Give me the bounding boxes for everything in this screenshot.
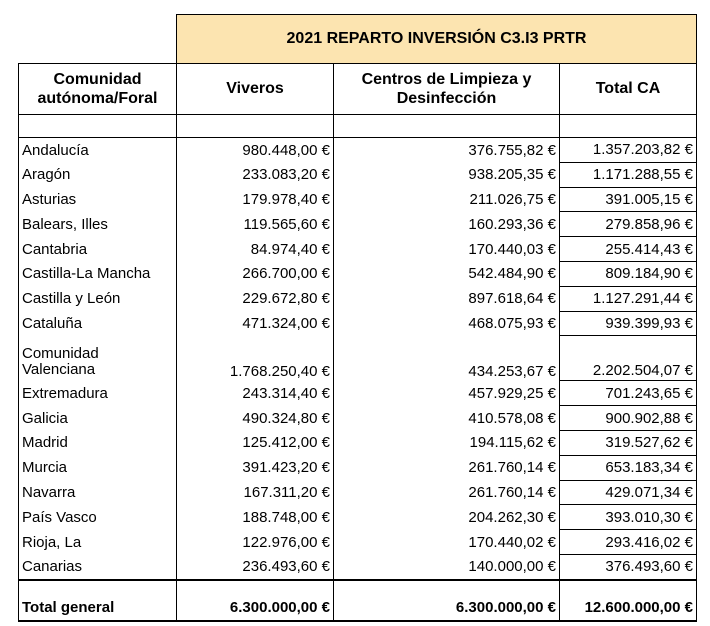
nurseries-amount-cell: 167.311,20 € <box>177 480 334 505</box>
community-name-cell: Castilla y León <box>19 286 177 311</box>
totals-label: Total general <box>19 595 177 621</box>
nurseries-amount-cell: 980.448,00 € <box>177 138 334 163</box>
cleaning-centers-amount-cell: 376.755,82 € <box>334 138 560 163</box>
cleaning-centers-amount-cell: 211.026,75 € <box>334 187 560 212</box>
nurseries-amount-cell: 266.700,00 € <box>177 261 334 286</box>
nurseries-amount-cell: 229.672,80 € <box>177 286 334 311</box>
header-community: Comunidad autónoma/Foral <box>19 64 177 115</box>
empty-cell <box>19 115 177 138</box>
table-row <box>19 430 697 455</box>
totals-gap-row <box>19 580 697 595</box>
header-nurseries: Viveros <box>177 64 334 115</box>
nurseries-amount-cell: 188.748,00 € <box>177 505 334 530</box>
total-amount-cell: 1.171.288,55 € <box>560 162 697 187</box>
cleaning-centers-amount-cell: 897.618,64 € <box>334 286 560 311</box>
totals-grand-total: 12.600.000,00 € <box>560 595 697 621</box>
community-name-cell: Aragón <box>19 162 177 187</box>
cleaning-centers-amount-cell: 457.929,25 € <box>334 381 560 406</box>
community-name-cell: Comunidad Valenciana <box>19 336 177 381</box>
total-amount-cell: 391.005,15 € <box>560 187 697 212</box>
community-name-cell: Andalucía <box>19 138 177 163</box>
community-name-cell: País Vasco <box>19 505 177 530</box>
empty-cell <box>177 580 334 595</box>
cleaning-centers-amount-cell: 170.440,03 € <box>334 237 560 262</box>
community-name-cell: Cantabria <box>19 237 177 262</box>
header-total: Total CA <box>560 64 697 115</box>
totals-cleaning-centers: 6.300.000,00 € <box>334 595 560 621</box>
community-name-cell: Extremadura <box>19 381 177 406</box>
cleaning-centers-amount-cell: 204.262,30 € <box>334 505 560 530</box>
table-row <box>19 336 697 381</box>
totals-row <box>19 595 697 621</box>
nurseries-amount-cell: 233.083,20 € <box>177 162 334 187</box>
cleaning-centers-amount-cell: 170.440,02 € <box>334 530 560 555</box>
nurseries-amount-cell: 1.768.250,40 € <box>177 336 334 381</box>
table-row <box>19 406 697 431</box>
table-row <box>19 261 697 286</box>
table-title: 2021 REPARTO INVERSIÓN C3.I3 PRTR <box>177 15 697 64</box>
community-name-cell: Asturias <box>19 187 177 212</box>
cleaning-centers-amount-cell: 542.484,90 € <box>334 261 560 286</box>
table-row <box>19 138 697 163</box>
totals-nurseries: 6.300.000,00 € <box>177 595 334 621</box>
table-row <box>19 381 697 406</box>
table-row <box>19 311 697 336</box>
community-name-cell: Canarias <box>19 554 177 579</box>
total-amount-cell: 900.902,88 € <box>560 406 697 431</box>
total-amount-cell: 393.010,30 € <box>560 505 697 530</box>
nurseries-amount-cell: 119.565,60 € <box>177 212 334 237</box>
empty-cell <box>560 580 697 595</box>
cleaning-centers-amount-cell: 468.075,93 € <box>334 311 560 336</box>
empty-cell <box>177 115 334 138</box>
community-name-cell: Galicia <box>19 406 177 431</box>
cleaning-centers-amount-cell: 140.000,00 € <box>334 554 560 579</box>
community-name-cell: Madrid <box>19 430 177 455</box>
total-amount-cell: 376.493,60 € <box>560 554 697 579</box>
total-amount-cell: 939.399,93 € <box>560 311 697 336</box>
cleaning-centers-amount-cell: 194.115,62 € <box>334 430 560 455</box>
total-amount-cell: 2.202.504,07 € <box>560 336 697 381</box>
empty-cell <box>334 115 560 138</box>
empty-row <box>19 115 697 138</box>
cleaning-centers-amount-cell: 160.293,36 € <box>334 212 560 237</box>
cleaning-centers-amount-cell: 434.253,67 € <box>334 336 560 381</box>
total-amount-cell: 279.858,96 € <box>560 212 697 237</box>
table-row <box>19 286 697 311</box>
total-amount-cell: 701.243,65 € <box>560 381 697 406</box>
total-amount-cell: 429.071,34 € <box>560 480 697 505</box>
table-row <box>19 237 697 262</box>
cleaning-centers-amount-cell: 938.205,35 € <box>334 162 560 187</box>
table-row <box>19 505 697 530</box>
header-row <box>19 64 697 115</box>
nurseries-amount-cell: 471.324,00 € <box>177 311 334 336</box>
community-name-cell: Castilla-La Mancha <box>19 261 177 286</box>
table-row <box>19 455 697 480</box>
cleaning-centers-amount-cell: 410.578,08 € <box>334 406 560 431</box>
community-name-cell: Balears, Illes <box>19 212 177 237</box>
total-amount-cell: 1.127.291,44 € <box>560 286 697 311</box>
table-row <box>19 212 697 237</box>
nurseries-amount-cell: 391.423,20 € <box>177 455 334 480</box>
nurseries-amount-cell: 179.978,40 € <box>177 187 334 212</box>
table-row <box>19 554 697 579</box>
nurseries-amount-cell: 84.974,40 € <box>177 237 334 262</box>
table-row <box>19 530 697 555</box>
total-amount-cell: 809.184,90 € <box>560 261 697 286</box>
community-name-cell: Cataluña <box>19 311 177 336</box>
empty-cell <box>560 115 697 138</box>
total-amount-cell: 293.416,02 € <box>560 530 697 555</box>
header-cleaning-centers: Centros de Limpieza y Desinfección <box>334 64 560 115</box>
spreadsheet-table-container <box>18 14 697 622</box>
nurseries-amount-cell: 236.493,60 € <box>177 554 334 579</box>
empty-cell <box>334 580 560 595</box>
table-row <box>19 187 697 212</box>
cleaning-centers-amount-cell: 261.760,14 € <box>334 455 560 480</box>
table-row <box>19 162 697 187</box>
investment-distribution-table <box>18 14 697 622</box>
title-row <box>19 15 697 64</box>
total-amount-cell: 653.183,34 € <box>560 455 697 480</box>
empty-cell <box>19 580 177 595</box>
community-name-cell: Navarra <box>19 480 177 505</box>
total-amount-cell: 255.414,43 € <box>560 237 697 262</box>
nurseries-amount-cell: 243.314,40 € <box>177 381 334 406</box>
nurseries-amount-cell: 122.976,00 € <box>177 530 334 555</box>
blank-corner-cell <box>19 15 177 64</box>
cleaning-centers-amount-cell: 261.760,14 € <box>334 480 560 505</box>
nurseries-amount-cell: 490.324,80 € <box>177 406 334 431</box>
total-amount-cell: 1.357.203,82 € <box>560 138 697 163</box>
table-row <box>19 480 697 505</box>
nurseries-amount-cell: 125.412,00 € <box>177 430 334 455</box>
total-amount-cell: 319.527,62 € <box>560 430 697 455</box>
community-name-cell: Murcia <box>19 455 177 480</box>
community-name-cell: Rioja, La <box>19 530 177 555</box>
